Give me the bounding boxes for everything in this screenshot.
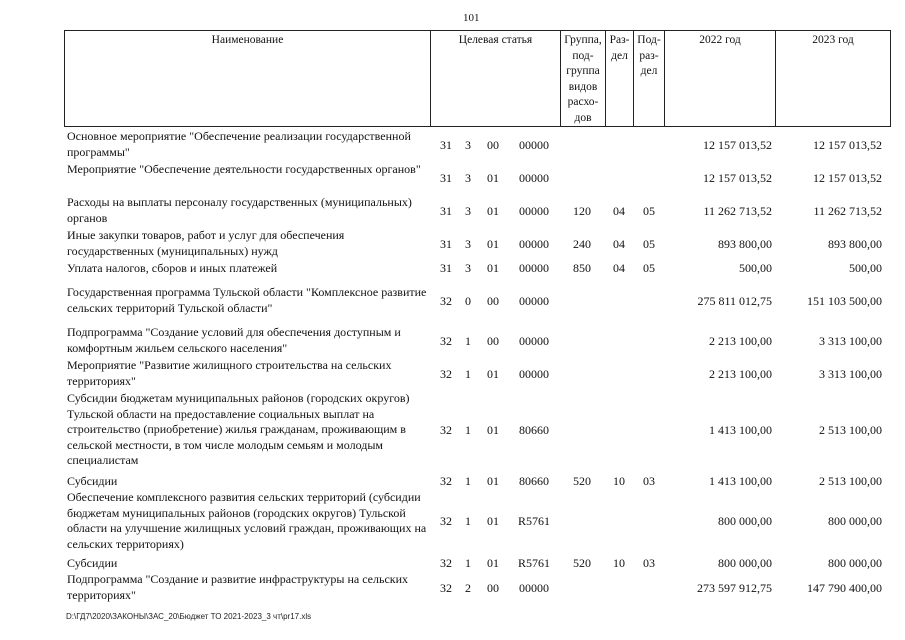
cell-c1: 32: [440, 366, 452, 381]
cell-grp: 520: [573, 474, 591, 488]
cell-grp: 120: [573, 203, 591, 218]
row-name: Уплата налогов, сборов и иных платежей: [67, 261, 278, 275]
cell-c3: 01: [487, 514, 499, 528]
table-row: [64, 228, 891, 259]
cell-v2022: 1 413 100,00: [709, 423, 772, 437]
cell-v2023: 2 513 100,00: [819, 423, 882, 437]
cell-c2: 3: [465, 170, 471, 185]
cell-c4: 00000: [519, 333, 549, 348]
cell-v2023: 147 790 400,00: [807, 580, 882, 595]
table-row: [64, 285, 891, 316]
cell-c4: 00000: [519, 236, 549, 251]
cell-v2022: 12 157 013,52: [703, 170, 772, 185]
cell-c4: 00000: [519, 137, 549, 152]
cell-v2023: 500,00: [849, 261, 882, 275]
cell-v2023: 2 513 100,00: [819, 474, 882, 488]
table-row: [64, 556, 891, 572]
table-row: [64, 474, 891, 490]
row-name: Мероприятие "Развитие жилищного строительства на сельских территориях": [67, 358, 392, 388]
cell-v2023: 800 000,00: [828, 514, 882, 528]
cell-c3: 00: [487, 293, 499, 308]
cell-c1: 32: [440, 293, 452, 308]
cell-c4: 80660: [519, 423, 549, 437]
cell-c2: 3: [465, 137, 471, 152]
row-name: Основное мероприятие "Обеспечение реализации государственной программы": [67, 129, 411, 159]
cell-c3: 00: [487, 137, 499, 152]
cell-c2: 0: [465, 293, 471, 308]
cell-c1: 31: [440, 236, 452, 251]
page-number: 101: [463, 12, 480, 24]
cell-c2: 2: [465, 580, 471, 595]
cell-c4: 00000: [519, 170, 549, 185]
cell-sec: 04: [613, 203, 625, 218]
header-2022: 2022 год: [664, 31, 775, 126]
cell-c3: 01: [487, 170, 499, 185]
cell-c4: 00000: [519, 366, 549, 381]
cell-c3: 00: [487, 580, 499, 595]
table-row: [64, 325, 891, 356]
cell-v2023: 151 103 500,00: [807, 293, 882, 308]
cell-v2023: 12 157 013,52: [813, 170, 882, 185]
cell-sec: 10: [613, 474, 625, 488]
cell-v2022: 12 157 013,52: [703, 137, 772, 152]
cell-c3: 01: [487, 236, 499, 251]
cell-c2: 1: [465, 333, 471, 348]
cell-v2022: 800 000,00: [718, 514, 772, 528]
cell-c4: 80660: [519, 474, 549, 488]
cell-c3: 01: [487, 556, 499, 570]
row-name: Мероприятие "Обеспечение деятельности государственных органов": [67, 162, 421, 176]
header-2023: 2023 год: [775, 31, 890, 126]
cell-v2022: 2 213 100,00: [709, 333, 772, 348]
row-name: Обеспечение комплексного развития сельских территорий (субсидии бюджетам муниципальных районов (городских округов) Тульской области на улучшение жилищных условий граждан, проживающих на сельских территориях): [67, 490, 427, 551]
cell-v2023: 893 800,00: [828, 236, 882, 251]
row-name: Субсидии: [67, 474, 118, 488]
cell-c4: 00000: [519, 261, 549, 275]
row-name: Субсидии бюджетам муниципальных районов (городских округов) Тульской области на предоставление социальных выплат на строительство (приобретение) жилья гражданам, проживающим в сельской местности, в том числе молодым семьям и молодым специалистам: [67, 391, 410, 467]
row-name: Иные закупки товаров, работ и услуг для обеспечения государственных (муниципальных) нужд: [67, 228, 345, 258]
cell-sec: 10: [613, 556, 625, 570]
cell-sub: 03: [643, 474, 655, 488]
cell-sub: 05: [643, 261, 655, 275]
header-group: Группа, под- группа видов расхо- дов: [560, 31, 605, 126]
header-section: Раз- дел: [605, 31, 633, 126]
file-path-footer: D:\ГД7\2020\ЗАКОНЫ\ЗАС_20\Бюджет ТО 2021-2023_3 чт\pr17.xls: [66, 612, 312, 621]
table-row: [64, 129, 891, 160]
cell-c1: 32: [440, 474, 452, 488]
cell-c1: 32: [440, 514, 452, 528]
cell-v2022: 1 413 100,00: [709, 474, 772, 488]
cell-c3: 01: [487, 203, 499, 218]
cell-sec: 04: [613, 236, 625, 251]
header-target: Целевая статья: [430, 31, 560, 126]
cell-c1: 32: [440, 333, 452, 348]
table-row: [64, 261, 891, 277]
cell-c4: 00000: [519, 293, 549, 308]
cell-c2: 3: [465, 261, 471, 275]
cell-sec: 04: [613, 261, 625, 275]
cell-c2: 1: [465, 514, 471, 528]
cell-c1: 31: [440, 137, 452, 152]
cell-v2022: 2 213 100,00: [709, 366, 772, 381]
cell-c4: R5761: [517, 556, 550, 570]
cell-c1: 31: [440, 261, 452, 275]
cell-c1: 31: [440, 170, 452, 185]
cell-v2023: 3 313 100,00: [819, 366, 882, 381]
cell-v2022: 273 597 912,75: [697, 580, 772, 595]
cell-v2022: 893 800,00: [718, 236, 772, 251]
cell-c3: 01: [487, 261, 499, 275]
cell-v2023: 12 157 013,52: [813, 137, 882, 152]
cell-c2: 1: [465, 556, 471, 570]
row-name: Подпрограмма "Создание условий для обеспечения доступным и комфортным жильем сельского населения": [67, 325, 401, 355]
cell-sub: 05: [643, 236, 655, 251]
table-row: [64, 490, 891, 552]
cell-c3: 01: [487, 366, 499, 381]
cell-sub: 05: [643, 203, 655, 218]
row-name: Государственная программа Тульской области "Комплексное развитие сельских территорий Тульской области": [67, 285, 427, 315]
cell-grp: 240: [573, 236, 591, 251]
cell-c1: 32: [440, 580, 452, 595]
cell-v2023: 800 000,00: [828, 556, 882, 570]
table-row: [64, 195, 891, 226]
cell-v2022: 11 262 713,52: [703, 203, 772, 218]
cell-c3: 01: [487, 423, 499, 437]
cell-v2022: 800 000,00: [718, 556, 772, 570]
cell-v2023: 11 262 713,52: [813, 203, 882, 218]
cell-c1: 32: [440, 423, 452, 437]
cell-v2022: 275 811 012,75: [697, 293, 772, 308]
row-name: Субсидии: [67, 556, 118, 570]
cell-c2: 1: [465, 474, 471, 488]
cell-c2: 3: [465, 203, 471, 218]
table-row: [64, 572, 891, 603]
table-row: [64, 391, 891, 469]
cell-c3: 01: [487, 474, 499, 488]
cell-c4: R5761: [517, 514, 550, 528]
table-row: [64, 358, 891, 389]
cell-grp: 850: [573, 261, 591, 275]
cell-c2: 3: [465, 236, 471, 251]
cell-c4: 00000: [519, 580, 549, 595]
row-name: Подпрограмма "Создание и развитие инфраструктуры на сельских территориях": [67, 572, 409, 602]
cell-v2022: 500,00: [739, 261, 772, 275]
cell-c2: 1: [465, 366, 471, 381]
cell-grp: 520: [573, 556, 591, 570]
header-name: Наименование: [211, 34, 284, 46]
cell-c1: 31: [440, 203, 452, 218]
table-header: [64, 30, 891, 127]
header-subsection: Под- раз- дел: [633, 31, 664, 126]
cell-sub: 03: [643, 556, 655, 570]
cell-c2: 1: [465, 423, 471, 437]
row-name: Расходы на выплаты персоналу государственных (муниципальных) органов: [67, 195, 412, 225]
table-row: [64, 162, 891, 193]
cell-c1: 32: [440, 556, 452, 570]
cell-v2023: 3 313 100,00: [819, 333, 882, 348]
cell-c3: 00: [487, 333, 499, 348]
cell-c4: 00000: [519, 203, 549, 218]
